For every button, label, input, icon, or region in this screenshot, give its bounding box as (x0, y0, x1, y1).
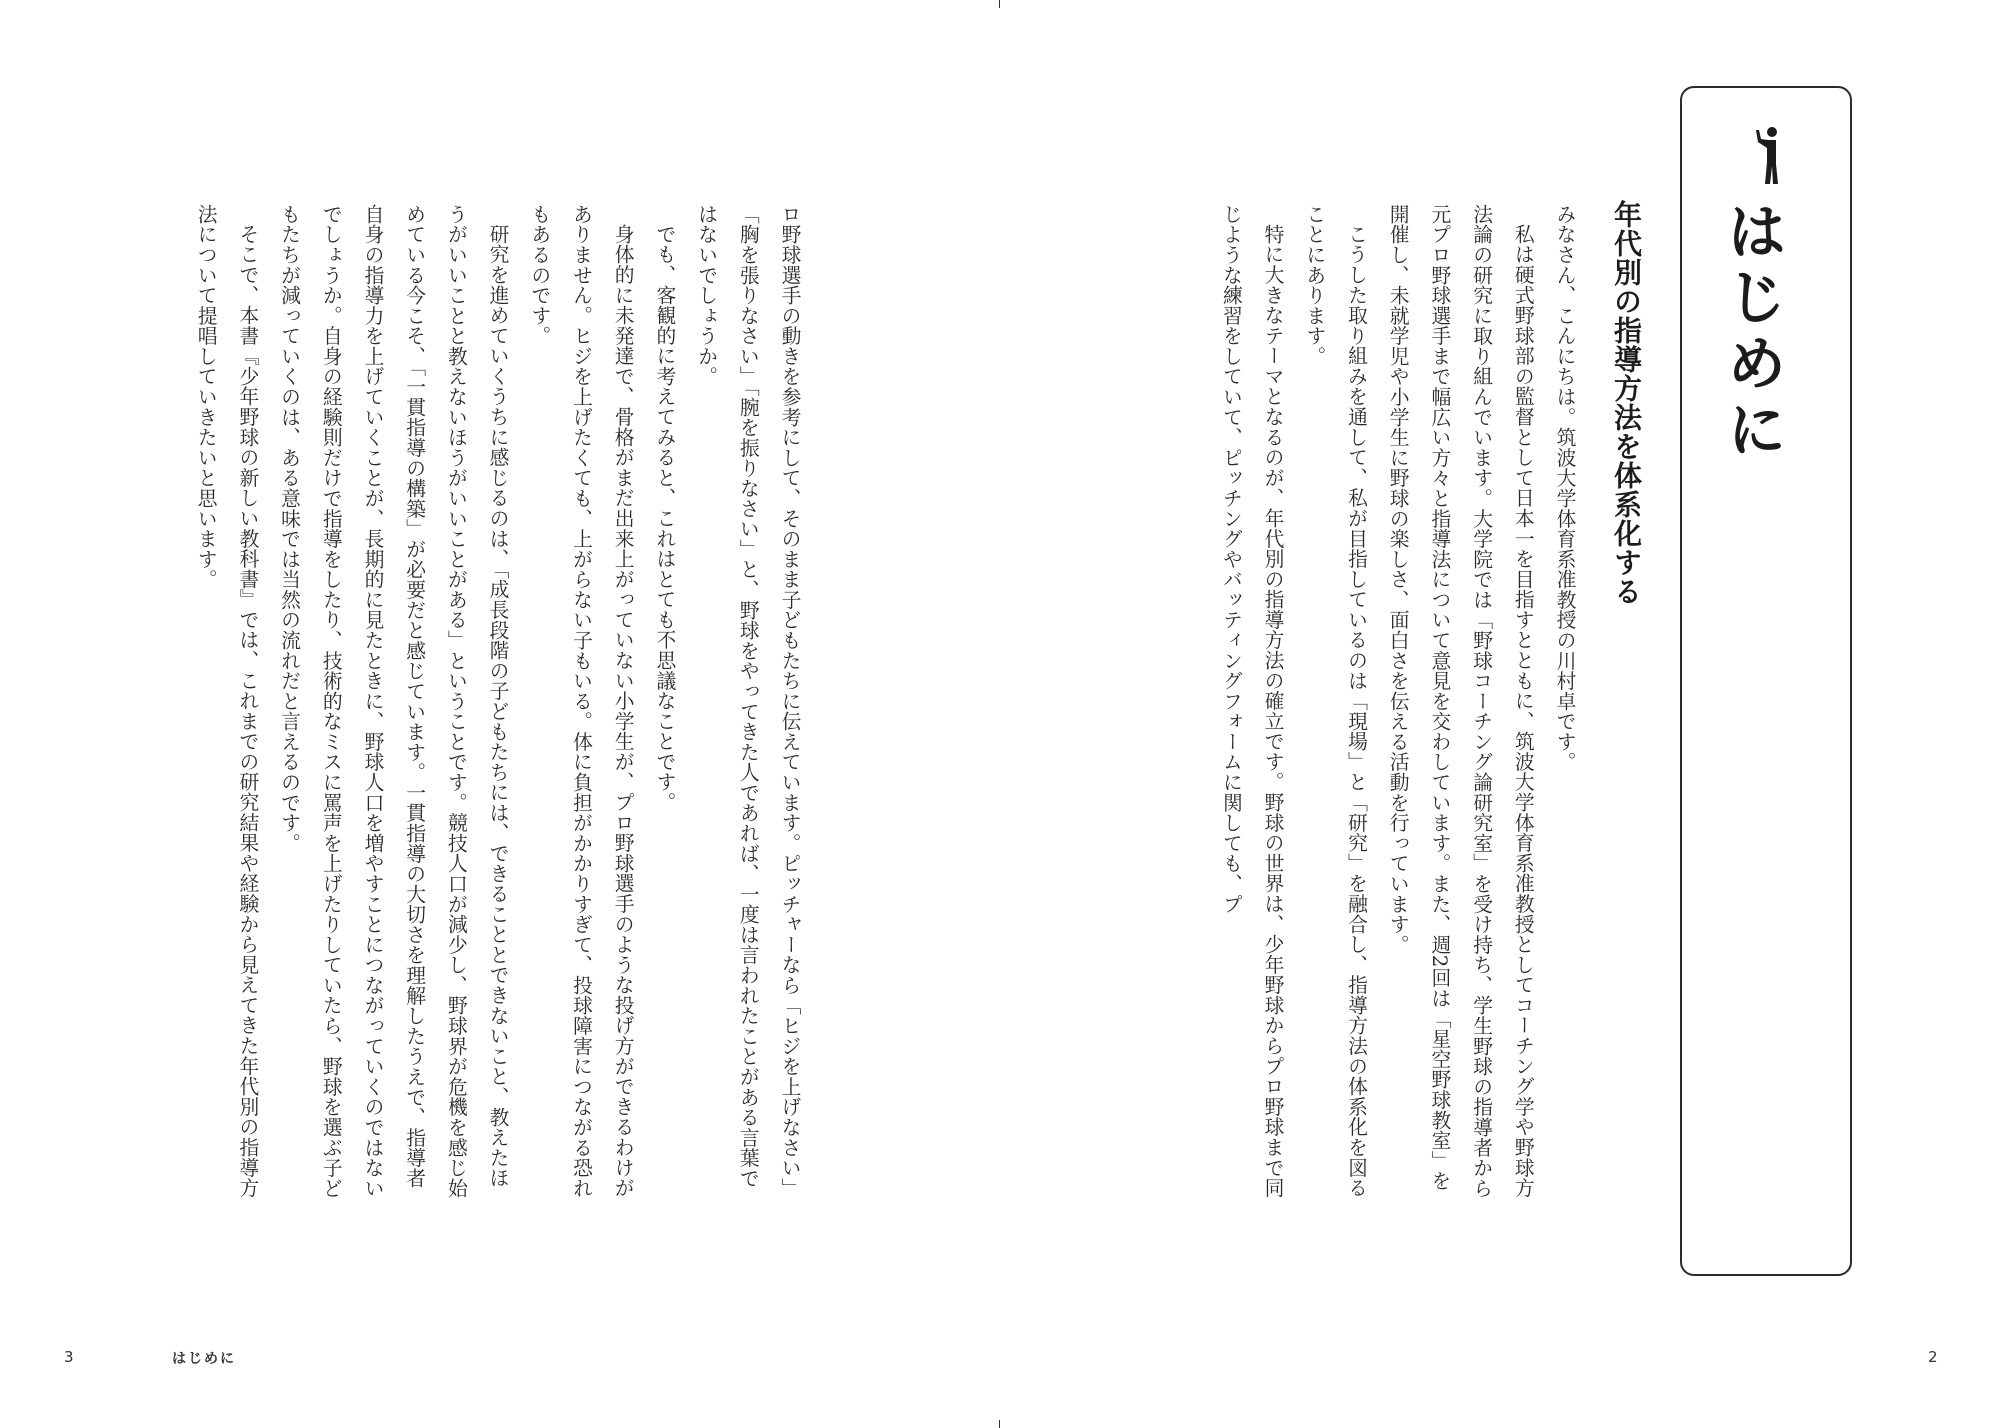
page-number-right: 2 (1928, 1348, 1938, 1366)
body-paragraph: こうした取り組みを通して、私が目指しているのは「現場」と「研究」を融合し、指導方法の体系化を図ることにあります。 (1302, 204, 1368, 1198)
body-paragraph: みなさん、こんにちは。筑波大学体育系准教授の川村卓です。 (1553, 204, 1576, 773)
section-subheading: 年代別の指導方法を体系化する (1610, 200, 1643, 606)
body-paragraph: でも、客観的に考えてみると、これはとても不思議なことです。 (652, 223, 676, 813)
body-paragraph: 私は硬式野球部の監督として日本一を目指すとともに、筑波大学体育系准教授としてコーチング学や野球方法論の研究に取り組んでいます。大学院では「野球コーチング論研究室」を受け持ち、学生野球の指導者から元プロ野球選手まで幅広い方々と指導法について意見を交わしています。また、週2回は「星空野球教室」を開催し、未就学児や小学生に野球の楽しさ、面白さを伝える活動を行っています。 (1386, 204, 1535, 1199)
left-page-body (170, 204, 810, 1204)
body-paragraph: 研究を進めていくうちに感じるのは、「成長段階の子どもたちには、できることとできないこと、教えたほうがいいことと教えないほうがいいことがある」ということです。競技人口が減少し、野球界が危機を感じ始めている今こそ、「一貫指導の構築」が必要だと感じています。一貫指導の大切さを理解したうえで、指導者自身の指導力を上げていくことが、長期的に見たときに、野球人口を増やすことにつながっていくのではないでしょうか。自身の経験則だけで指導をしたり、技術的なミスに罵声を上げたりしていたら、野球を選ぶ子どもたちが減っていくのは、ある意味では当然の流れだと言えるのです。 (277, 204, 510, 1199)
bottom-trim-mark (999, 1420, 1000, 1428)
chapter-title-box (1680, 86, 1852, 1276)
top-trim-mark (999, 0, 1000, 8)
running-head: はじめに (172, 1351, 236, 1367)
chapter-title: はじめに (1717, 200, 1787, 464)
person-pointing-icon (1748, 122, 1788, 186)
body-paragraph: そこで、本書『少年野球の新しい教科書』では、これまでの研究結果や経験から見えてきた年代別の指導方法について提唱していきたいと思います。 (194, 204, 259, 1198)
body-paragraph: 身体的に未発達で、骨格がまだ出来上がっていない小学生が、プロ野球選手のような投げ方ができるわけがありません。ヒジを上げたくても、上がらない子もいる。体に負担がかかりすぎて、投球障害につながる恐れもあるのです。 (527, 204, 635, 1199)
body-paragraph-continuation: ロ野球選手の動きを参考にして、そのまま子どもたちに伝えています。ピッチャーなら「ヒジを上げなさい」「胸を張りなさい」「腕を振りなさい」と、野球をやってきた人であれば、一度は言われたことがある言葉ではないでしょうか。 (694, 204, 801, 1199)
right-page-body (1185, 204, 1585, 1204)
page-number-left: 3 (64, 1348, 74, 1366)
body-paragraph: 特に大きなテーマとなるのが、年代別の指導方法の確立です。野球の世界は、少年野球からプロ野球まで同じような練習をしていて、ピッチングやバッティングフォームに関しても、プ (1219, 204, 1285, 1198)
